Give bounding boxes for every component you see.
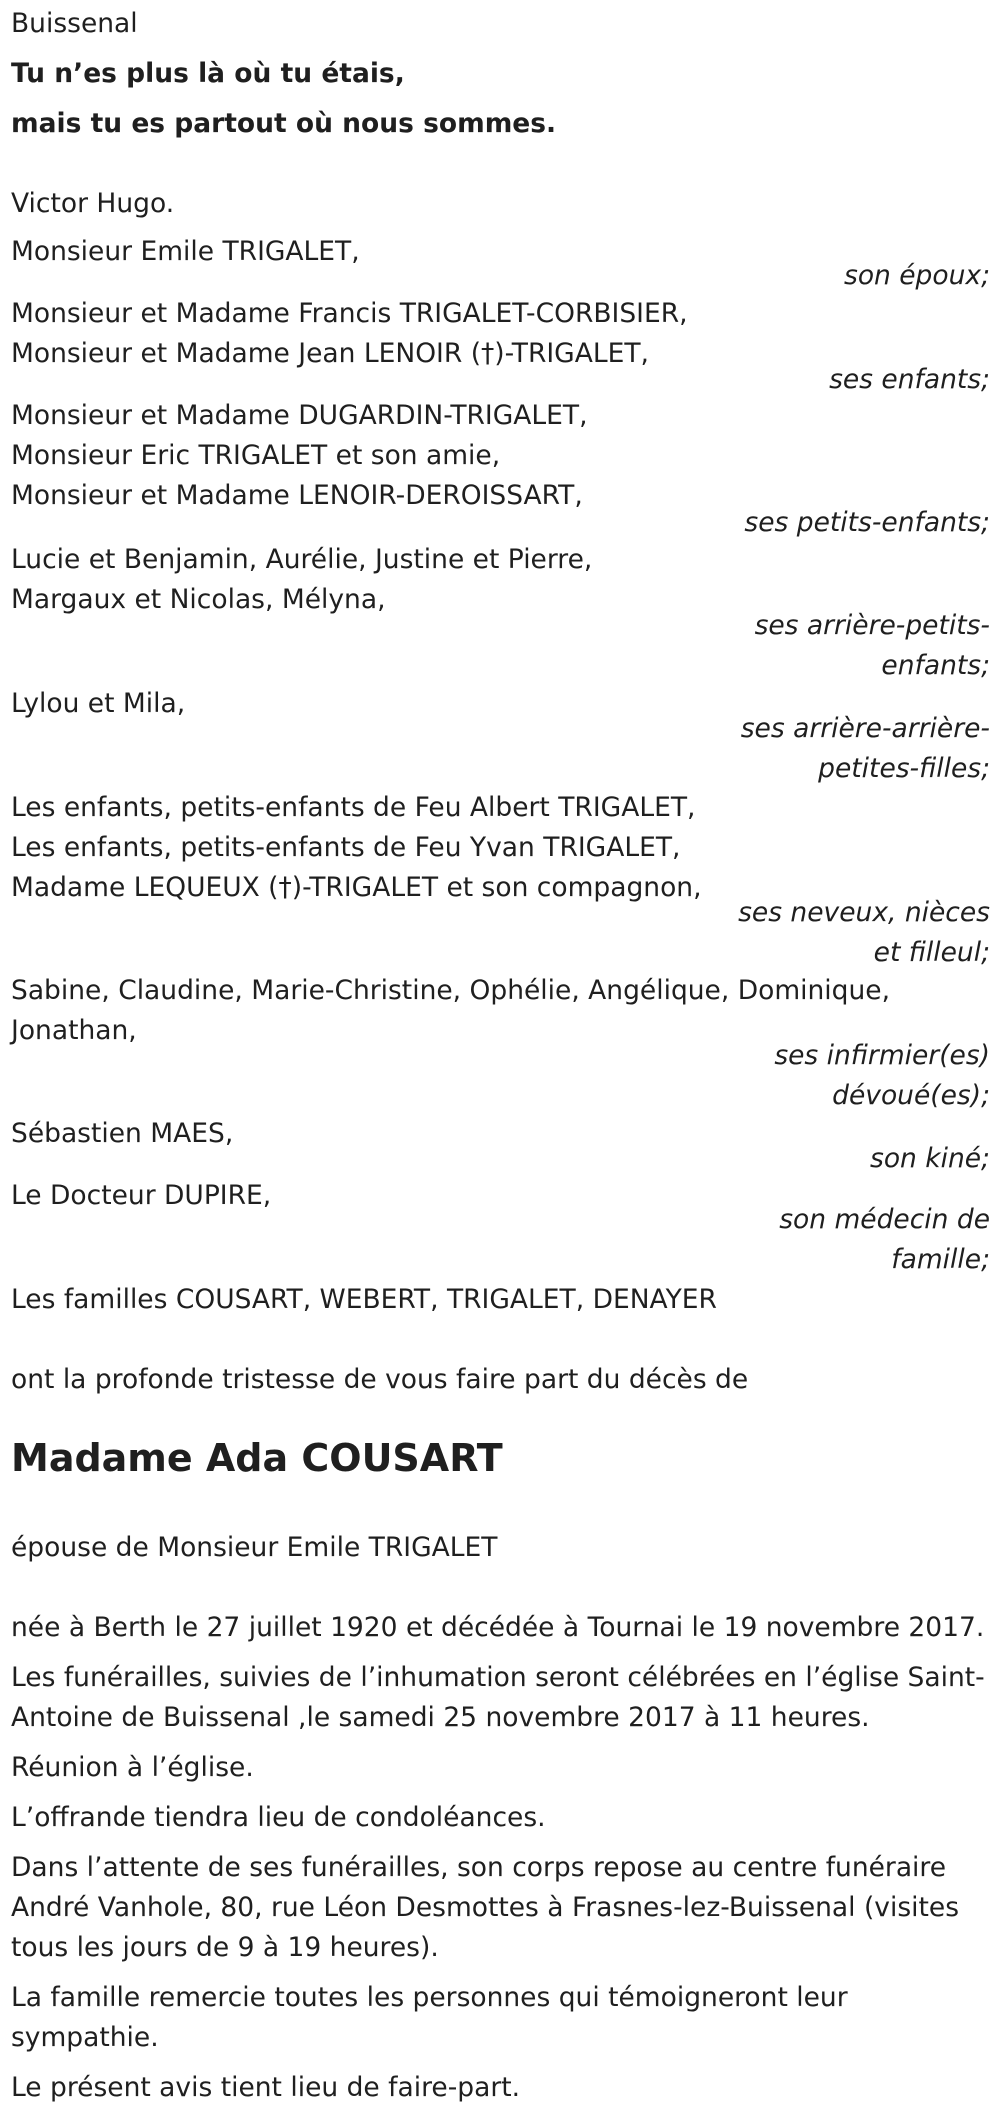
grandchildren-line-2: Monsieur Eric TRIGALET et son amie,	[11, 440, 501, 471]
spouse-name: Monsieur Emile TRIGALET,	[11, 236, 360, 267]
repose-line-3: tous les jours de 9 à 19 heures).	[11, 1932, 439, 1963]
great-great-granddaughters-line: Lylou et Mila,	[11, 688, 186, 719]
doctor-role-1: son médecin de	[779, 1204, 990, 1235]
families-line: Les familles COUSART, WEBERT, TRIGALET, DENAYER	[11, 1284, 717, 1315]
funeral-line-2: Antoine de Buissenal ,le samedi 25 novembre 2017 à 11 heures.	[11, 1702, 870, 1733]
nurses-line-1: Sabine, Claudine, Marie-Christine, Ophélie, Angélique, Dominique,	[11, 975, 891, 1006]
thanks-line-1: La famille remercie toutes les personnes qui témoigneront leur	[11, 1982, 848, 2013]
physio-role: son kiné;	[870, 1143, 990, 1174]
deceased-name: Madame Ada COUSART	[11, 1436, 503, 1480]
birth-death-line: née à Berth le 27 juillet 1920 et décédée à Tournai le 19 novembre 2017.	[11, 1612, 985, 1643]
nephews-role-1: ses neveux, nièces	[738, 897, 990, 928]
great-grandchildren-line-1: Lucie et Benjamin, Aurélie, Justine et Pierre,	[11, 544, 593, 575]
location: Buissenal	[11, 8, 138, 39]
nurses-role-2: dévoué(es);	[832, 1080, 990, 1111]
repose-line-2: André Vanhole, 80, rue Léon Desmottes à Frasnes-lez-Buissenal (visites	[11, 1892, 959, 1923]
children-line-2: Monsieur et Madame Jean LENOIR (†)-TRIGALET,	[11, 338, 649, 369]
announcement: ont la profonde tristesse de vous faire part du décès de	[11, 1364, 749, 1395]
quote-author: Victor Hugo.	[11, 188, 175, 219]
nephews-line-3: Madame LEQUEUX (†)-TRIGALET et son compagnon,	[11, 872, 702, 903]
repose-line-1: Dans l’attente de ses funérailles, son corps repose au centre funéraire	[11, 1852, 947, 1883]
funeral-line-1: Les funérailles, suivies de l’inhumation seront célébrées en l’église Saint-	[11, 1662, 985, 1693]
children-line-1: Monsieur et Madame Francis TRIGALET-CORBISIER,	[11, 298, 688, 329]
offering-line: L’offrande tiendra lieu de condoléances.	[11, 1802, 546, 1833]
nephews-line-2: Les enfants, petits-enfants de Feu Yvan TRIGALET,	[11, 832, 681, 863]
doctor-role-2: famille;	[891, 1244, 990, 1275]
nurses-line-2: Jonathan,	[11, 1015, 137, 1046]
children-role: ses enfants;	[829, 364, 990, 395]
great-grandchildren-role-2: enfants;	[881, 650, 990, 681]
spouse-role: son époux;	[844, 260, 990, 291]
grandchildren-role: ses petits-enfants;	[744, 507, 990, 538]
physio-line: Sébastien MAES,	[11, 1118, 234, 1149]
nephews-line-1: Les enfants, petits-enfants de Feu Albert TRIGALET,	[11, 792, 696, 823]
nurses-role-1: ses infirmier(es)	[774, 1040, 990, 1071]
great-great-granddaughters-role-1: ses arrière-arrière-	[740, 713, 990, 744]
grandchildren-line-3: Monsieur et Madame LENOIR-DEROISSART,	[11, 480, 583, 511]
thanks-line-2: sympathie.	[11, 2022, 159, 2053]
quote-line-1: Tu n’es plus là où tu étais,	[11, 58, 405, 89]
deceased-spouse-line: épouse de Monsieur Emile TRIGALET	[11, 1532, 498, 1563]
grandchildren-line-1: Monsieur et Madame DUGARDIN-TRIGALET,	[11, 400, 588, 431]
doctor-line: Le Docteur DUPIRE,	[11, 1180, 272, 1211]
meeting-line: Réunion à l’église.	[11, 1752, 254, 1783]
great-grandchildren-role-1: ses arrière-petits-	[754, 610, 990, 641]
notice-line: Le présent avis tient lieu de faire-part.	[11, 2072, 521, 2103]
nephews-role-2: et filleul;	[873, 937, 990, 968]
great-grandchildren-line-2: Margaux et Nicolas, Mélyna,	[11, 584, 386, 615]
great-great-granddaughters-role-2: petites-filles;	[818, 753, 990, 784]
quote-line-2: mais tu es partout où nous sommes.	[11, 108, 557, 139]
